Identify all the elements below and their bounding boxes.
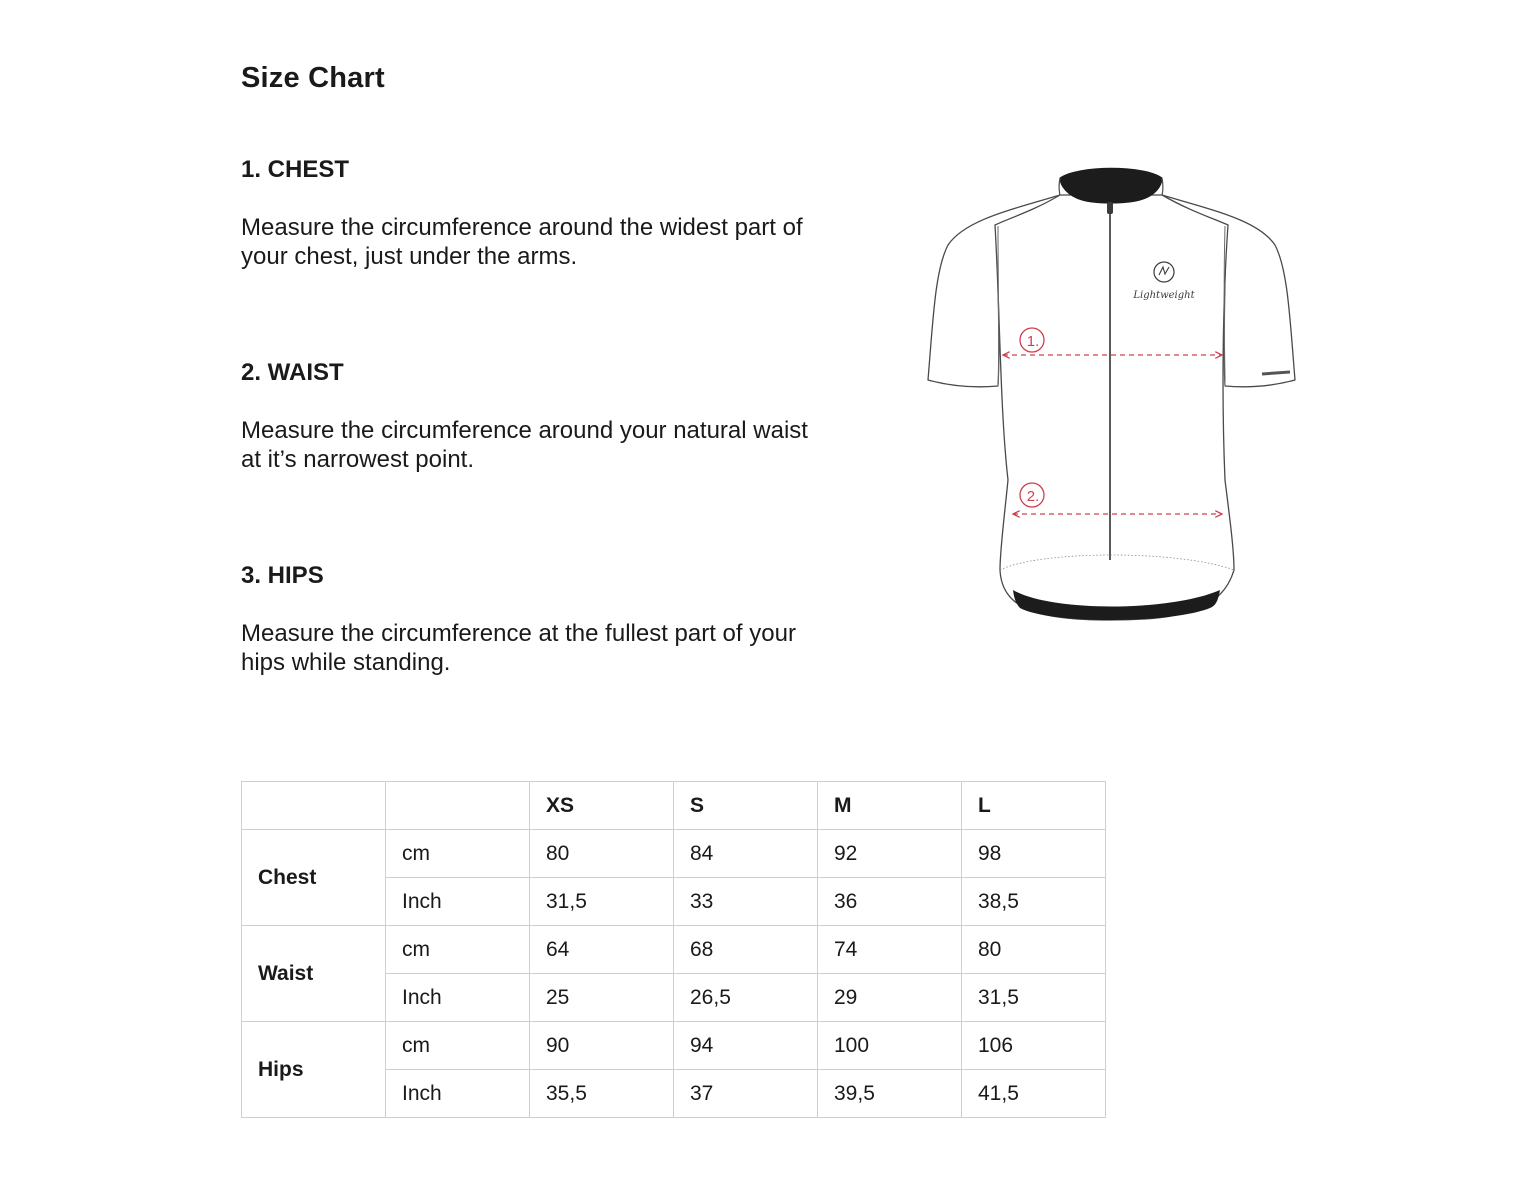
value-cell: 106 <box>962 1022 1106 1070</box>
value-cell: 80 <box>530 830 674 878</box>
marker-1-label: 1. <box>1026 333 1040 350</box>
measure-name-waist: Waist <box>242 926 386 1022</box>
size-header-xs: XS <box>530 782 674 830</box>
jersey-outline <box>928 195 1295 620</box>
jersey-collar <box>1060 168 1162 203</box>
value-cell: 100 <box>818 1022 962 1070</box>
section-chest <box>241 155 821 271</box>
value-cell: 39,5 <box>818 1070 962 1118</box>
value-cell: 68 <box>674 926 818 974</box>
table-header-row <box>242 782 1106 830</box>
value-cell: 37 <box>674 1070 818 1118</box>
value-cell: 33 <box>674 878 818 926</box>
unit-cell: cm <box>386 1022 530 1070</box>
section-text-chest: Measure the circumference around the widest part of your chest, just under the arms. <box>241 214 803 270</box>
measure-name-hips: Hips <box>242 1022 386 1118</box>
value-cell: 38,5 <box>962 878 1106 926</box>
value-cell: 41,5 <box>962 1070 1106 1118</box>
value-cell: 84 <box>674 830 818 878</box>
section-heading-chest: 1. CHEST <box>241 156 350 183</box>
size-header-l: L <box>962 782 1106 830</box>
table-row <box>242 926 1106 974</box>
value-cell: 25 <box>530 974 674 1022</box>
unit-cell: cm <box>386 830 530 878</box>
unit-cell: cm <box>386 926 530 974</box>
page-title: Size Chart <box>241 62 385 94</box>
value-cell: 31,5 <box>962 974 1106 1022</box>
section-heading-waist: 2. WAIST <box>241 359 344 386</box>
value-cell: 29 <box>818 974 962 1022</box>
jersey-illustration <box>900 150 1320 640</box>
section-text-waist: Measure the circumference around your natural waist at it’s narrowest point. <box>241 417 808 473</box>
sleeve-logo <box>1262 372 1290 374</box>
value-cell: 92 <box>818 830 962 878</box>
size-table <box>241 781 1106 1118</box>
brand-text: Lightweight <box>1133 290 1195 301</box>
value-cell: 90 <box>530 1022 674 1070</box>
value-cell: 64 <box>530 926 674 974</box>
jersey-body <box>995 195 1234 620</box>
unit-cell: Inch <box>386 974 530 1022</box>
section-waist <box>241 358 821 474</box>
size-header-m: M <box>818 782 962 830</box>
value-cell: 26,5 <box>674 974 818 1022</box>
value-cell: 80 <box>962 926 1106 974</box>
section-heading-hips: 3. HIPS <box>241 562 324 589</box>
header-empty-cell <box>242 782 386 830</box>
section-hips <box>241 561 821 677</box>
value-cell: 98 <box>962 830 1106 878</box>
table-row <box>242 1022 1106 1070</box>
zipper-pull <box>1107 202 1113 214</box>
value-cell: 35,5 <box>530 1070 674 1118</box>
marker-2-label: 2. <box>1026 488 1040 505</box>
table-row <box>242 830 1106 878</box>
value-cell: 74 <box>818 926 962 974</box>
value-cell: 31,5 <box>530 878 674 926</box>
size-header-s: S <box>674 782 818 830</box>
section-text-hips: Measure the circumference at the fullest part of your hips while standing. <box>241 620 796 676</box>
header-empty-cell <box>386 782 530 830</box>
unit-cell: Inch <box>386 878 530 926</box>
measure-name-chest: Chest <box>242 830 386 926</box>
unit-cell: Inch <box>386 1070 530 1118</box>
value-cell: 36 <box>818 878 962 926</box>
value-cell: 94 <box>674 1022 818 1070</box>
